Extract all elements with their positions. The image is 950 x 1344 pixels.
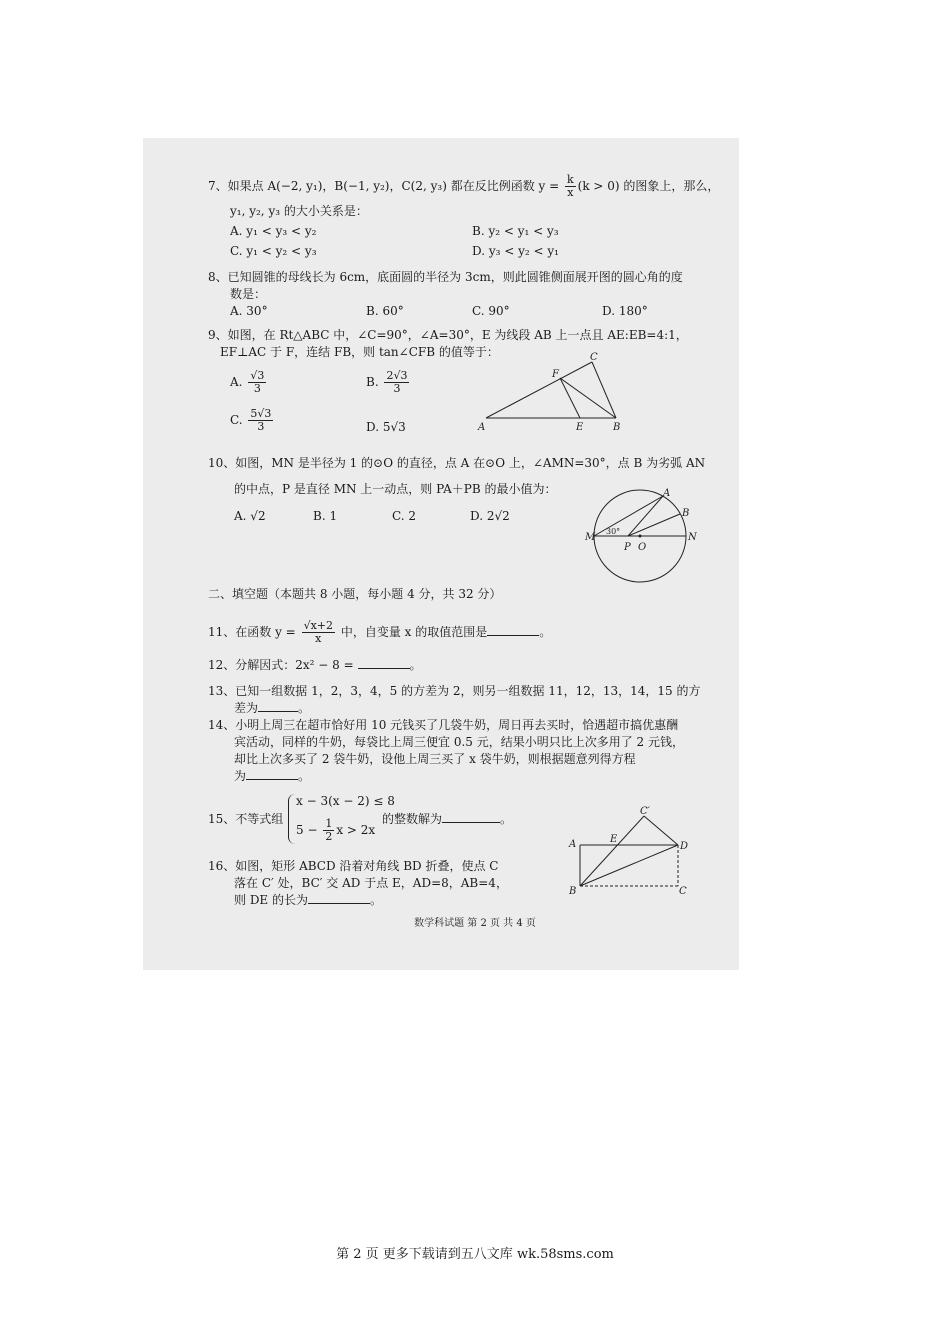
q7-line1 [208,174,719,199]
q9-c-den: 3 [257,420,265,433]
q16-label-e: E [610,834,618,845]
q9-b-num: 2√3 [386,369,408,382]
q8-option-b: B. 60° [366,304,404,318]
q14-answer-blank[interactable] [246,767,298,780]
q15-pre: 15、不等式组 [208,812,284,826]
q16-segment-cpd [644,816,678,845]
q10-line1: 10、如图，MN 是半径为 1 的⊙O 的直径，点 A 在⊙O 上，∠AMN=30°，点 B 为劣弧 AN [208,456,706,470]
q9-b-frac [384,370,409,395]
q16-line3 [234,891,382,909]
q14-line1: 14、小明上周三在超市恰好用 10 元钱买了几袋牛奶，周日再去买时，恰遇超市搞优惠酬 [208,718,679,732]
section2-heading: 二、填空题（本题共 8 小题，每小题 4 分，共 32 分） [208,587,502,601]
q9-option-a [230,370,268,395]
q13-answer-blank[interactable] [258,699,298,712]
site-footer: 第 2 页 更多下载请到五八文库 wk.58sms.com [336,1247,614,1262]
q7-frac-num: k [566,173,574,186]
q16-line1: 16、如图，矩形 ABCD 沿着对角线 BD 折叠，使点 C [208,859,499,873]
q7-option-b: B. y₂ < y₁ < y₃ [472,224,559,238]
q16-label-c: C [679,886,687,896]
q10-label-n: N [688,532,697,543]
q7-option-a: A. y₁ < y₃ < y₂ [230,224,317,238]
q9-label-c: C [590,352,598,363]
q9-a-den: 3 [253,382,261,395]
q16-end: 。 [370,893,383,907]
q9-c-frac [248,408,273,433]
q12-end: 。 [409,658,422,672]
q7-frac-den: x [567,186,574,199]
q16-answer-blank[interactable] [308,891,370,904]
q15-brace [288,794,295,844]
q16-label-a: A [569,839,577,850]
q9-c-label: C. [230,413,243,427]
q14-line4 [234,767,310,785]
q15-frac-den: 2 [325,830,333,843]
q13-end: 。 [298,701,311,715]
q9-triangle-figure [476,350,626,432]
q9-option-d: D. 5√3 [366,420,406,434]
q11-frac-den: x [315,632,322,645]
q10-option-c: C. 2 [392,509,417,523]
q13-text: 差为 [234,701,259,715]
q15-frac-num: 1 [325,817,333,830]
q10-label-angle: 30° [606,527,621,536]
q7-fraction [565,174,576,199]
q15-ineq2-post: x > 2x [336,823,376,837]
q9-a-label: A. [230,375,243,389]
q10-option-b: B. 1 [313,509,338,523]
q12-text: 12、分解因式：2x² − 8 = [208,658,358,672]
q11-frac-num: √x+2 [303,619,333,632]
q8-option-a: A. 30° [230,304,268,318]
q11-line [208,620,551,645]
q16-label-d: D [680,841,689,852]
q12-line [208,656,422,674]
q8-line1: 8、已知圆锥的母线长为 6cm，底面圆的半径为 3cm，则此圆锥侧面展开图的圆心角的度 [208,270,683,284]
q9-label-a: A [478,422,486,432]
q7-option-d: D. y₃ < y₂ < y₁ [472,244,559,258]
q7-option-c: C. y₁ < y₂ < y₃ [230,244,317,258]
q15-end: 。 [500,812,513,826]
q9-a-frac [248,370,266,395]
q11-post: 中，自变量 x 的取值范围是 [337,625,488,639]
q7-text: 7、如果点 A(−2, y₁)，B(−1, y₂)，C(2, y₃) 都在反比例函数 y = [208,179,563,193]
q15-post-text: 的整数解为 [382,812,443,826]
q8-line2: 数是： [230,287,267,301]
q10-option-a: A. √2 [234,509,266,523]
q16-label-c-prime: C′ [640,806,650,817]
q16-label-b: B [569,886,577,896]
q13-line1: 13、已知一组数据 1，2，3，4，5 的方差为 2，则另一组数据 11，12，13，14，15 的方 [208,684,701,698]
exam-page-footer: 数学科试题 第 2 页 共 4 页 [414,918,536,929]
q10-line2: 的中点，P 是直径 MN 上一动点，则 PA＋PB 的最小值为： [234,482,557,496]
q10-label-m: M [585,532,596,543]
q10-segment-pb [628,514,680,536]
q11-answer-blank[interactable] [487,623,539,636]
q7-line2: y₁, y₂, y₃ 的大小关系是： [230,204,368,218]
q13-line2 [234,699,310,717]
q9-b-den: 3 [393,382,401,395]
q9-a-num: √3 [250,369,265,382]
q14-text: 为 [234,769,247,783]
q15-ineq2-pre: 5 − [296,823,322,837]
q10-segment-pa [628,496,663,536]
q16-rectangle-figure [566,802,696,896]
q8-option-d: D. 180° [602,304,648,318]
q10-center-dot [639,535,642,538]
q9-label-e: E [576,422,584,432]
q11-fraction [302,620,335,645]
q15-ineq2 [296,818,375,843]
q9-segment-fe [560,378,580,418]
q9-line1: 9、如图，在 Rt△ABC 中，∠C=90°，∠A=30°，E 为线段 AB 上一点且 AE:EB=4:1， [208,328,688,342]
q10-option-d: D. 2√2 [470,509,510,523]
q9-line2: EF⊥AC 于 F，连结 FB，则 tan∠CFB 的值等于： [220,345,499,359]
q8-option-c: C. 90° [472,304,510,318]
q16-diagonal-bd [580,845,678,886]
q15-fraction [323,818,334,843]
q16-segment-bcp [580,816,644,886]
q10-label-o: O [638,542,647,553]
q7-tail: (k > 0) 的图象上，那么， [577,179,720,193]
q16-line2: 落在 C′ 处，BC′ 交 AD 于点 E，AD=8，AB=4， [234,876,508,890]
q9-label-b: B [613,422,621,432]
q10-chord-ma [594,496,663,536]
q14-line3: 却比上次多买了 2 袋牛奶，设他上周三买了 x 袋牛奶，则根据题意列得方程 [234,752,636,766]
q11-pre: 11、在函数 y = [208,625,300,639]
q14-end: 。 [298,769,311,783]
q9-option-b [366,370,411,395]
q10-label-b: B [682,508,690,519]
q16-text: 则 DE 的长为 [234,893,309,907]
q9-b-label: B. [366,375,379,389]
q9-option-c [230,408,275,433]
q10-circle-figure [584,484,704,584]
q10-label-p: P [624,542,631,553]
q14-line2: 宾活动，同样的牛奶，每袋比上周三便宜 0.5 元，结果小明只比上次多用了 2 元钱， [234,735,684,749]
q9-c-num: 5√3 [250,407,272,420]
q11-end: 。 [539,625,552,639]
q12-answer-blank[interactable] [358,656,410,669]
q9-label-f: F [552,369,559,380]
q15-ineq1: x − 3(x − 2) ≤ 8 [296,794,395,808]
q10-label-a: A [663,488,671,499]
q15-post [382,810,512,828]
q15-answer-blank[interactable] [442,810,500,823]
